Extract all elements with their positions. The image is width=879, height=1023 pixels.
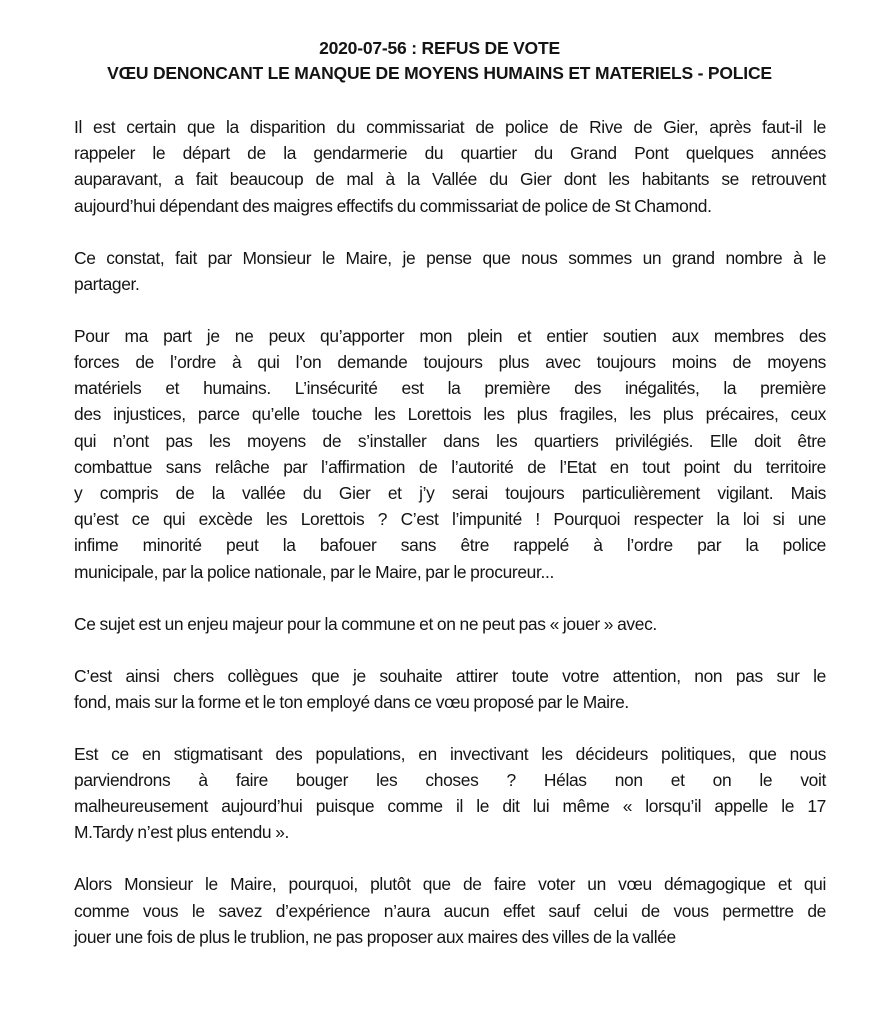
text-line: des injustices, parce qu’elle touche les Lorettois les plus fragiles, les plus précaires, ceux xyxy=(74,404,826,425)
text-line: rappeler le départ de la gendarmerie du quartier du Grand Pont quelques années xyxy=(74,143,826,164)
text-line: auparavant, a fait beaucoup de mal à la Vallée du Gier dont les habitants se retrouvent xyxy=(74,169,826,190)
text-line: Pour ma part je ne peux qu’apporter mon plein et entier soutien aux membres des xyxy=(74,325,826,346)
text-line: qui n’ont pas les moyens de s’installer dans les quartiers privilégiés. Elle doit être xyxy=(74,430,826,451)
text-line: jouer une fois de plus le trublion, ne pas proposer aux maires des villes de la vallée xyxy=(74,926,676,947)
text-line: M.Tardy n’est plus entendu ». xyxy=(74,822,290,843)
document-title xyxy=(0,36,879,86)
text-line: Alors Monsieur le Maire, pourquoi, plutôt que de faire voter un vœu démagogique et qui xyxy=(74,874,826,895)
text-line: aujourd’hui dépendant des maigres effectifs du commissariat de police de St Chamond. xyxy=(74,195,712,216)
paragraph-stigmatisation xyxy=(74,741,826,846)
text-line: fond, mais sur la forme et le ton employé dans ce vœu proposé par le Maire. xyxy=(74,691,629,712)
text-line: infime minorité peut la bafouer sans être rappelé à l’ordre par la police xyxy=(74,535,826,556)
text-line: malheureusement aujourd’hui puisque comme il le dit lui même « lorsqu’il appelle le 17 xyxy=(74,796,826,817)
paragraph-conclusion xyxy=(74,871,826,950)
text-line: combattue sans relâche par l’affirmation de l’autorité de l’Etat en tout point du territoire xyxy=(74,456,826,477)
paragraph-soutien xyxy=(74,323,826,585)
text-line: Ce constat, fait par Monsieur le Maire, je pense que nous sommes un grand nombre à le xyxy=(74,247,826,268)
text-line: parviendrons à faire bouger les choses ? Hélas non et on le voit xyxy=(74,770,826,791)
text-line: partager. xyxy=(74,273,140,294)
text-line: y compris de la vallée du Gier et j’y serai toujours particulièrement vigilant. Mais xyxy=(74,483,826,504)
paragraph-constat xyxy=(74,245,826,297)
title-subject: VŒU DENONCANT LE MANQUE DE MOYENS HUMAINS ET MATERIELS - POLICE xyxy=(107,63,772,83)
paragraph-enjeu xyxy=(74,611,826,637)
title-reference: 2020-07-56 : REFUS DE VOTE xyxy=(319,38,560,58)
document-body xyxy=(74,114,826,976)
text-line: Est ce en stigmatisant des populations, en invectivant les décideurs politiques, que nous xyxy=(74,743,826,764)
text-line: forces de l’ordre à qui l’on demande toujours plus avec toujours moins de moyens xyxy=(74,352,826,373)
text-line: municipale, par la police nationale, par le Maire, par le procureur... xyxy=(74,561,554,582)
text-line: matériels et humains. L’insécurité est la première des inégalités, la première xyxy=(74,378,826,399)
text-line: comme vous le savez d’expérience n’aura aucun effet sauf celui de vous permettre de xyxy=(74,900,826,921)
paragraph-attention xyxy=(74,663,826,715)
text-line: qu’est ce qui excède les Lorettois ? C’est l’impunité ! Pourquoi respecter la loi si une xyxy=(74,509,826,530)
text-line: C’est ainsi chers collègues que je souhaite attirer toute votre attention, non pas sur le xyxy=(74,665,826,686)
paragraph-commissariat xyxy=(74,114,826,219)
text-line: Il est certain que la disparition du commissariat de police de Rive de Gier, après faut-il le xyxy=(74,117,826,137)
text-line: Ce sujet est un enjeu majeur pour la commune et on ne peut pas « jouer » avec. xyxy=(74,613,657,634)
